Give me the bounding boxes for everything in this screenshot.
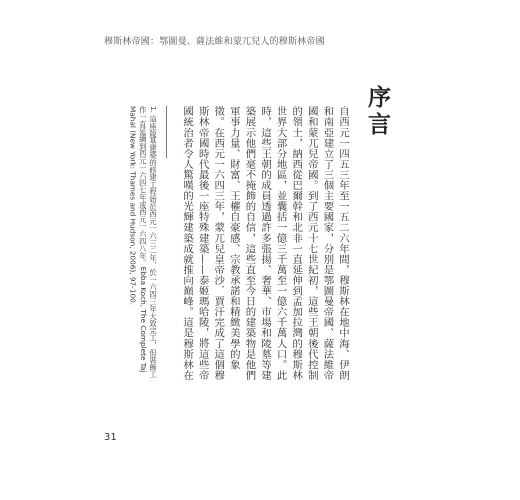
footnote-divider (166, 106, 167, 158)
footnote-number: 1. (149, 106, 158, 113)
running-header: 穆斯林帝國：鄂圖曼、薩法維和蒙兀兒人的穆斯林帝國 (104, 37, 325, 47)
footnote (104, 106, 158, 381)
body-paragraph: 自西元一四五三年至一五二六年間，穆斯林在地中海、伊朗和南亞建立了三個主要國家，分別是鄂圖曼帝國、薩法維帝國和蒙兀兒帝國。到了西元十七世紀初，這些王朝後代控制的領土，納西從巴爾幹和北非一直延伸到孟加拉灣的穆斯林世界大部分地區，並囊括一億三千萬至一億六千萬人口。此時，這些王朝的成員透過許多張揚、奢華、市場和陵墓等建築展示他們毫不掩飾的自信，這些直至今日的建築物是他們軍事力量、財富、王權自豪感、宗教承諾和精緻美學的象徵。在西元一六四三年，蒙兀兒皇帝沙．賈汗完成了這個穆斯林帝國時代最後一座特殊建築——泰姬瑪哈陵，將這些帝國統治者令人驚嘆的光輝建築成就推向巔峰。這是穆斯林在 (181, 106, 349, 381)
page-number: 31 (104, 432, 117, 443)
footnote-text: 這座陵墓建築的修建工程始於西元一六三二年，於一六四三年大致完工，但裝飾工作一直延續到西元一六四七年或西元一六四八年。Ebba Koch, The Complete Taj Mahal (New York: Thames and Hudson, 2006), 97-100. (128, 106, 158, 379)
chapter-title: 序言 (364, 85, 390, 139)
